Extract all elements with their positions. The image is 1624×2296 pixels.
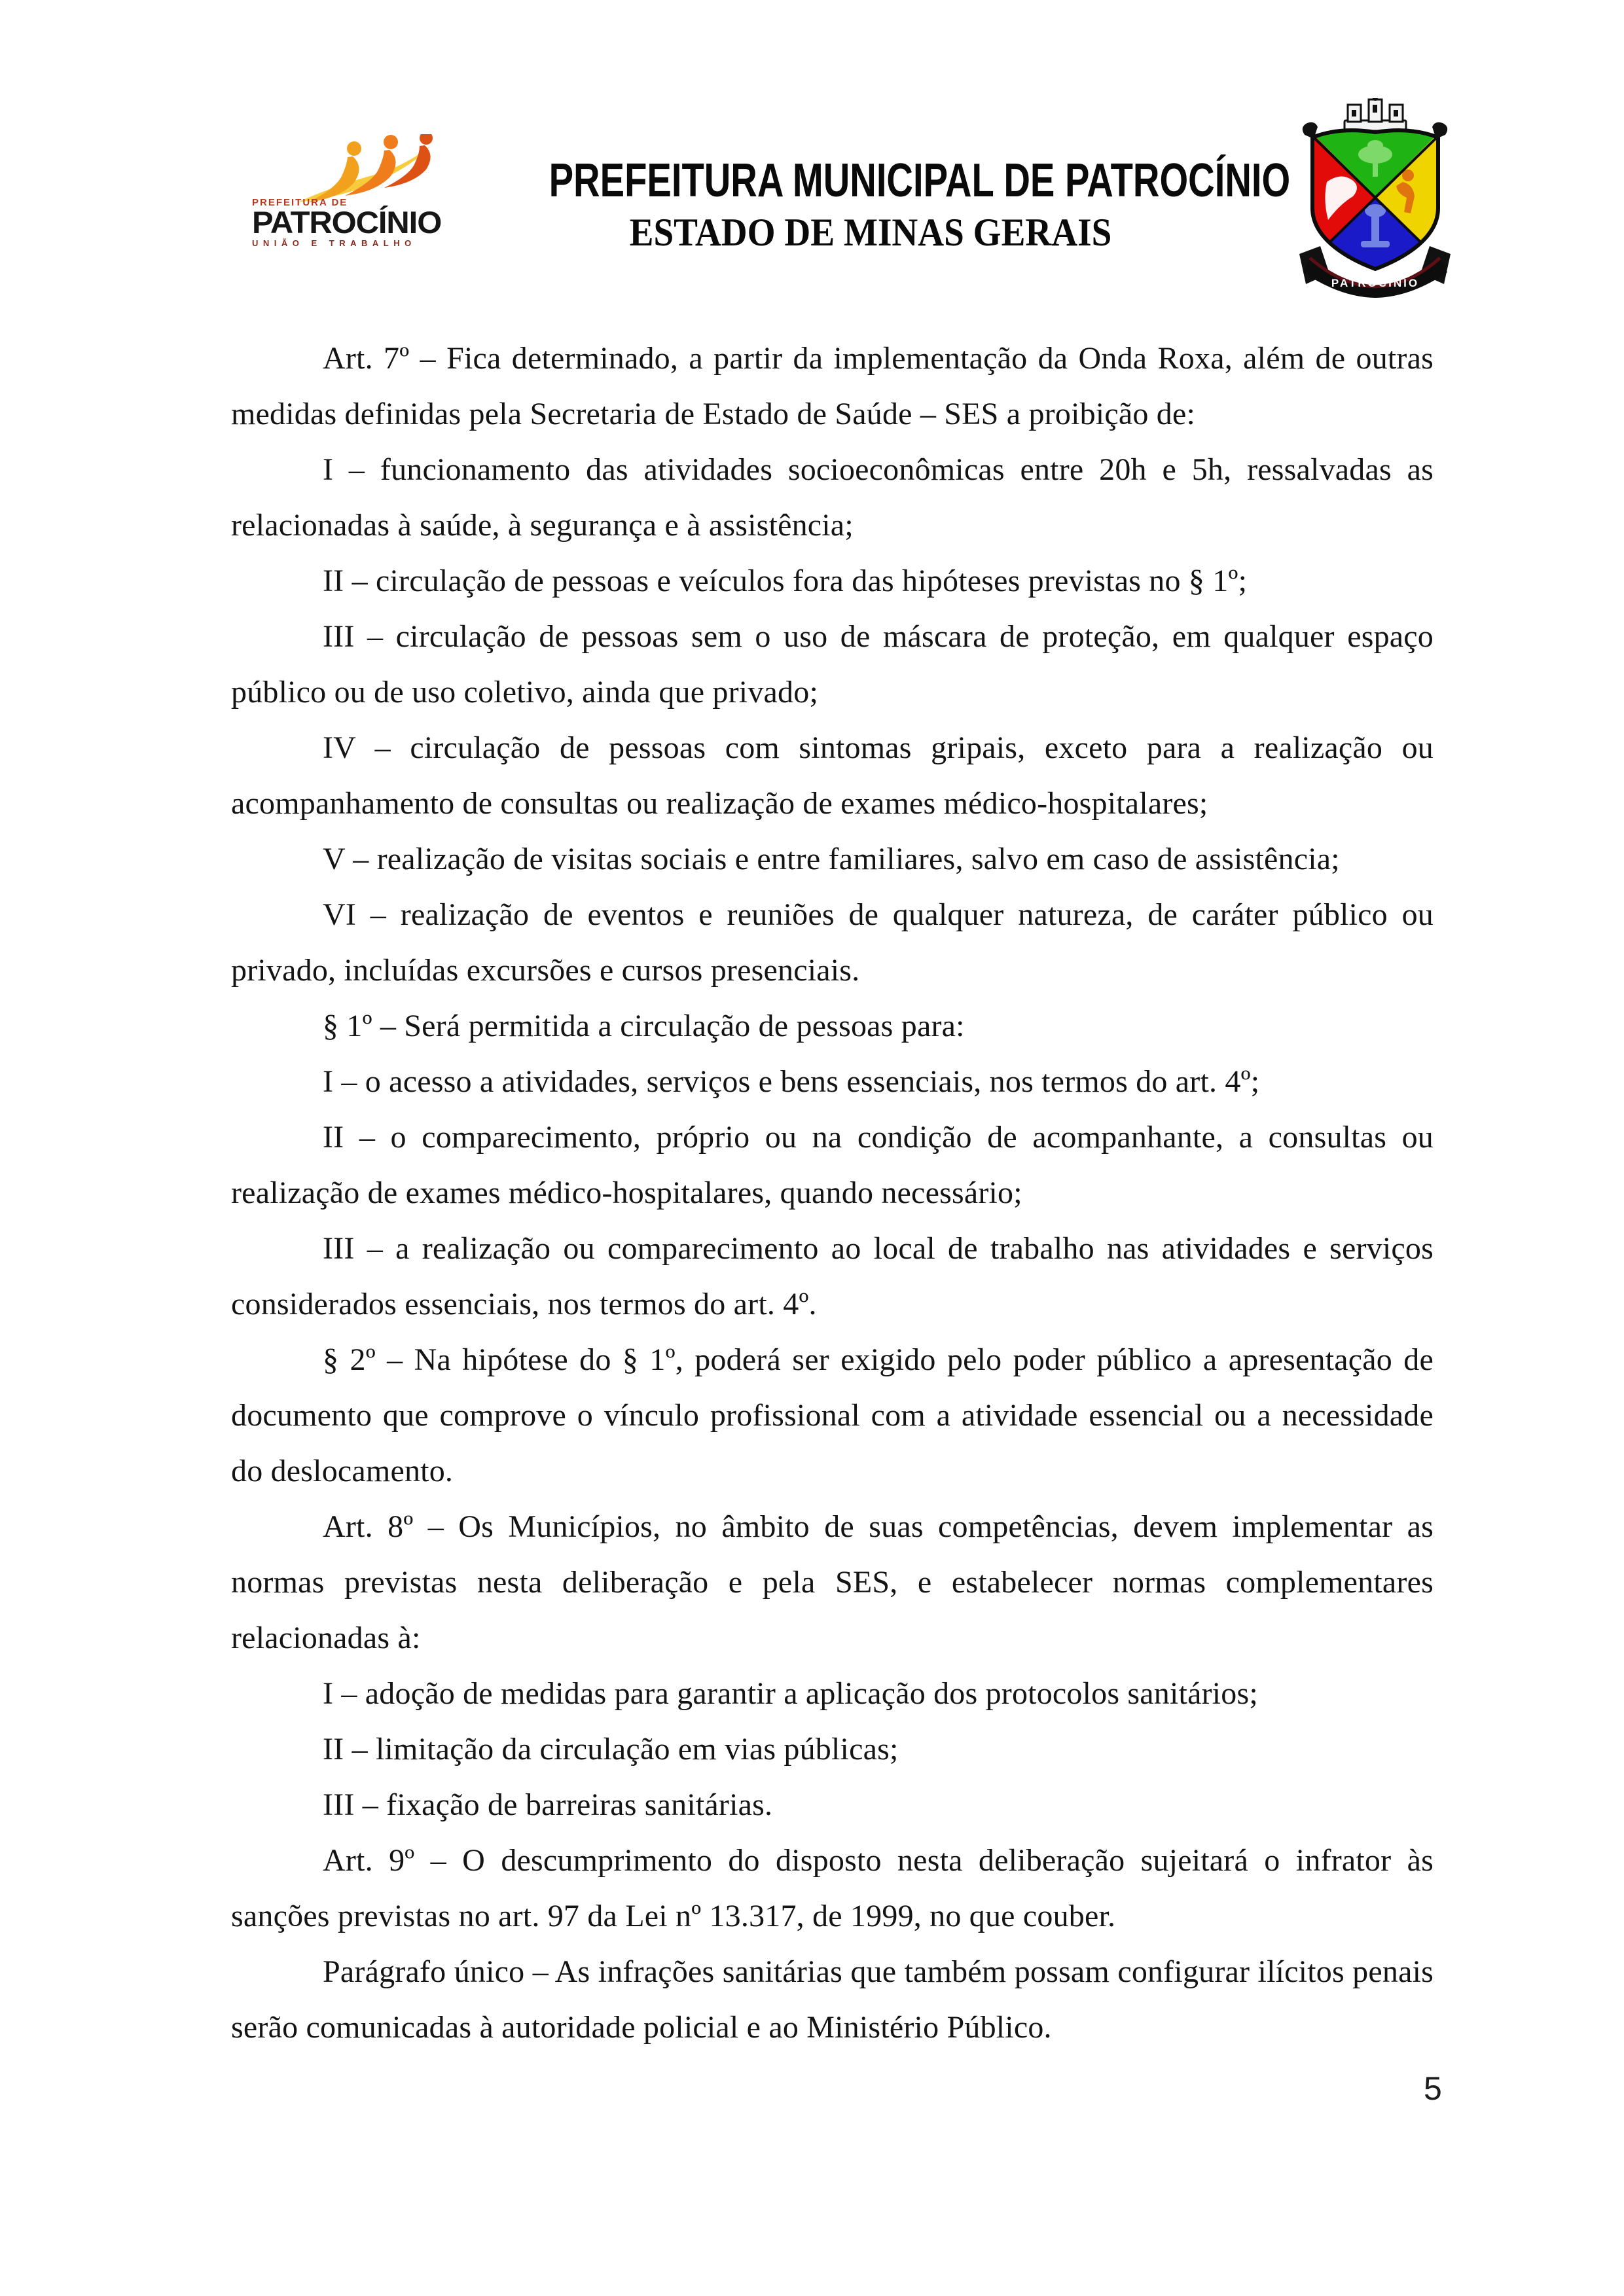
paragraph: II – o comparecimento, próprio ou na condição de acompanhante, a consultas ou realização de exames médico-hospitalares, quando necessário; [231,1120,1434,1210]
paragraph: Art. 7º – Fica determinado, a partir da implementação da Onda Roxa, além de outras medidas definidas pela Secretaria de Estado de Saúde – SES a proibição de: [231,341,1434,431]
paragraph: Art. 8º – Os Municípios, no âmbito de suas competências, devem implementar as normas previstas nesta deliberação e pela SES, e estabelecer normas complementares relacionadas à: [231,1509,1434,1655]
paragraph: II – circulação de pessoas e veículos fora das hipóteses previstas no § 1º; [323,564,1248,598]
paragraph: VI – realização de eventos e reuniões de qualquer natureza, de caráter público ou privado, incluídas excursões e cursos presenciais. [231,897,1434,988]
paragraph: Art. 9º – O descumprimento do disposto nesta deliberação sujeitará o infrator às sanções previstas no art. 97 da Lei nº 13.317, de 1999, no que couber. [231,1843,1434,1933]
paragraph: III – fixação de barreiras sanitárias. [323,1787,773,1822]
logo-pretitle: PREFEITURA DE [252,197,348,208]
paragraph: I – o acesso a atividades, serviços e bens essenciais, nos termos do art. 4º; [323,1064,1260,1099]
paragraph: II – limitação da circulação em vias públicas; [323,1732,899,1767]
header-title-block [458,154,1291,254]
prefeitura-logo [252,134,458,249]
prefeitura-logo-text [252,198,458,249]
paragraph: III – a realização ou comparecimento ao local de trabalho nas atividades e serviços considerados essenciais, nos termos do art. 4º. [231,1231,1434,1321]
paragraph: § 2º – Na hipótese do § 1º, poderá ser exigido pelo poder público a apresentação de documento que comprove o vínculo profissional com a atividade essencial ou a necessidade do deslocamento. [231,1342,1434,1488]
paragraph: § 1º – Será permitida a circulação de pessoas para: [323,1009,965,1043]
document-body [231,331,1434,2055]
paragraph: IV – circulação de pessoas com sintomas gripais, exceto para a realização ou acompanhamento de consultas ou realização de exames médico-hospitalares; [231,730,1434,821]
paragraph: V – realização de visitas sociais e entre familiares, salvo em caso de assistência; [323,842,1340,876]
logo-name: PATROCÍNIO [252,205,442,240]
header-title: PREFEITURA MUNICIPAL DE PATROCÍNIO [549,154,1291,207]
coat-of-arms-icon [1298,98,1452,298]
paragraph: I – funcionamento das atividades socioeconômicas entre 20h e 5h, ressalvadas as relacionadas à saúde, à segurança e à assistência; [231,452,1434,543]
paragraph: Parágrafo único – As infrações sanitárias que também possam configurar ilícitos penais serão comunicadas à autoridade policial e ao Ministério Público. [231,1954,1434,2045]
header-subtitle: ESTADO DE MINAS GERAIS [629,211,1112,254]
paragraph: I – adoção de medidas para garantir a aplicação dos protocolos sanitários; [323,1676,1258,1711]
flame-people-icon [297,134,450,205]
page-number: 5 [1424,2070,1442,2107]
crest-banner-text: PATROCÍNIO [1331,277,1420,289]
paragraph: III – circulação de pessoas sem o uso de máscara de proteção, em qualquer espaço público ou de uso coletivo, ainda que privado; [231,619,1434,709]
logo-slogan: UNIÃO E TRABALHO [252,238,416,248]
header [0,0,1624,308]
